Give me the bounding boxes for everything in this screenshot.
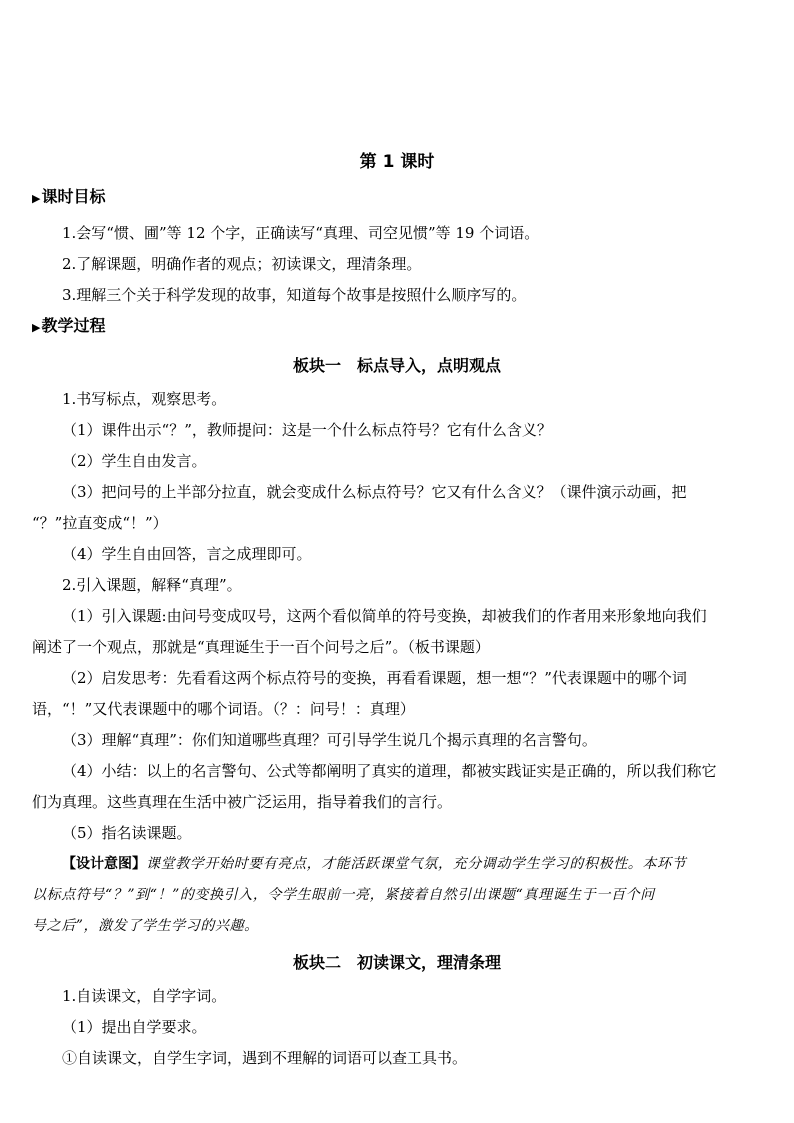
- step-line: 阐述了一个观点，那就是“真理诞生于一百个问号之后”。（板书课题）: [32, 638, 490, 656]
- step-line: 2.引入课题，解释“真理”。: [62, 576, 242, 594]
- design-intent-text: 课堂教学开始时要有亮点，才能活跃课堂气氛，充分调动学生学习的积极性。本环节: [146, 856, 687, 872]
- step-line: 1.自读课文，自学字词。: [62, 987, 227, 1005]
- step-line: （2）启发思考：先看看这两个标点符号的变换，再看看课题，想一想“？”代表课题中的哪个词: [62, 669, 687, 687]
- process-heading: [32, 316, 762, 338]
- block-one-title: 板块一 标点导入，点明观点: [292, 356, 501, 375]
- design-intent-line: 以标点符号“？”到“！”的变换引入，令学生眼前一亮，紧接着自然引出课题“真理诞生于一百个问: [32, 887, 655, 903]
- step-line: 语，“！”又代表课题中的哪个词语。（？：问号！：真理）: [32, 700, 415, 718]
- step-line: 们为真理。这些真理在生活中被广泛运用，指导着我们的言行。: [32, 793, 453, 811]
- step-line: “？”拉直变成“！”）: [32, 514, 168, 532]
- goal-item: 1.会写“惯、圃”等 12 个字，正确读写“真理、司空见惯”等 19 个词语。: [62, 224, 540, 242]
- step-line: 1.书写标点，观察思考。: [62, 390, 227, 408]
- triangle-bullet-icon: ▶: [32, 192, 41, 205]
- step-line: （1）课件出示“？”，教师提问：这是一个什么标点符号？它有什么含义？: [62, 421, 552, 439]
- design-intent-paragraph: [62, 854, 792, 874]
- step-line: （3）理解“真理”：你们知道哪些真理？可引导学生说几个揭示真理的名言警句。: [62, 731, 597, 749]
- design-intent-label: 【设计意图】: [62, 856, 146, 872]
- triangle-bullet-icon: ▶: [32, 321, 41, 334]
- goal-item: 3.理解三个关于科学发现的故事，知道每个故事是按照什么顺序写的。: [62, 286, 527, 304]
- step-line: ①自读课文，自学生字词，遇到不理解的词语可以查工具书。: [62, 1049, 468, 1067]
- design-intent-line: 号之后”，激发了学生学习的兴趣。: [32, 918, 259, 934]
- step-line: （1）提出自学要求。: [62, 1018, 207, 1036]
- process-heading-text: 教学过程: [41, 316, 106, 335]
- step-line: （5）指名读课题。: [62, 824, 192, 842]
- goal-item: 2.了解课题，明确作者的观点；初读课文，理清条理。: [62, 255, 422, 273]
- step-line: （3）把问号的上半部分拉直，就会变成什么标点符号？它又有什么含义？（课件演示动画，把: [62, 483, 687, 501]
- goals-heading: [32, 187, 762, 209]
- step-line: （4）小结：以上的名言警句、公式等都阐明了真实的道理，都被实践证实是正确的，所以我们称它: [62, 762, 717, 780]
- step-line: （4）学生自由回答，言之成理即可。: [62, 545, 312, 563]
- lesson-title: 第 1 课时: [359, 152, 435, 172]
- block-two-title: 板块二 初读课文，理清条理: [292, 953, 501, 972]
- goals-heading-text: 课时目标: [41, 187, 106, 206]
- step-line: （2）学生自由发言。: [62, 452, 207, 470]
- step-line: （1）引入课题:由问号变成叹号，这两个看似简单的符号变换，却被我们的作者用来形象地向我们: [62, 607, 707, 625]
